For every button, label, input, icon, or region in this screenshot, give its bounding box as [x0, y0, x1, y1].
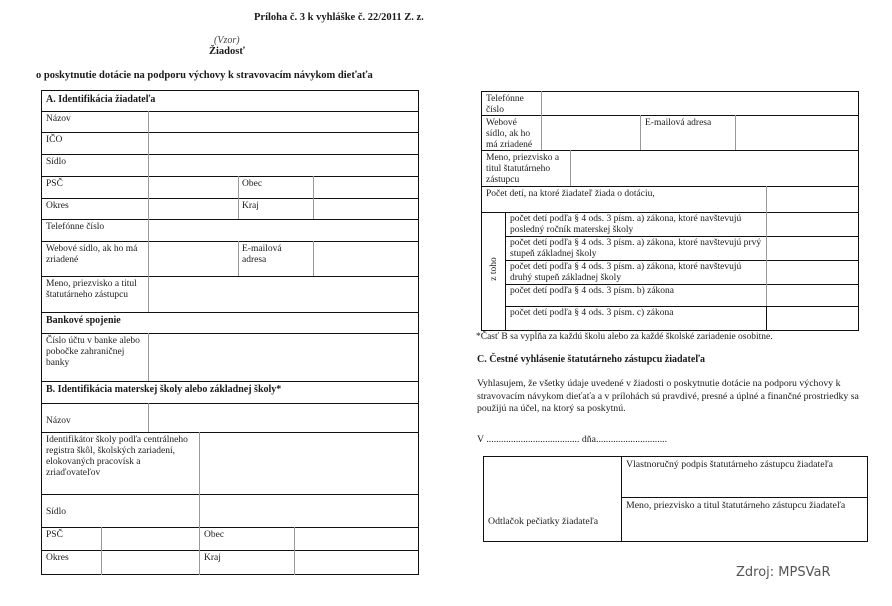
applicant-district-label: Okres	[46, 201, 69, 211]
school-name-field[interactable]	[150, 405, 417, 430]
bank-account-field[interactable]	[150, 335, 417, 379]
school-email-label: E-mailová adresa	[645, 118, 712, 128]
school-seat-label: Sídlo	[46, 507, 67, 517]
applicant-name-field[interactable]	[150, 113, 417, 131]
applicant-district-field[interactable]	[150, 200, 236, 218]
applicant-phone-label: Telefónne číslo	[46, 222, 105, 232]
children-row-primary-second-label: počet detí podľa § 4 ods. 3 písm. a) zákona, ktoré navštevujú druhý stupeň základnej školy	[510, 262, 742, 283]
section-b-footnote: *Časť B sa vypĺňa za každú školu alebo za každé školské zariadenie osobitne.	[476, 332, 773, 342]
section-a-title: A. Identifikácia žiadateľa	[46, 94, 156, 105]
school-email-field[interactable]	[737, 117, 857, 148]
children-row-c-field[interactable]	[768, 308, 857, 329]
children-row-c-label: počet detí podľa § 4 ods. 3 písm. c) zákona	[510, 308, 674, 318]
signature-label: Vlastnoručný podpis štatutárneho zástupcu žiadateľa	[626, 459, 833, 470]
rep-name-field[interactable]	[623, 513, 866, 540]
school-municipality-label: Obec	[204, 530, 225, 540]
applicant-representative-field[interactable]	[150, 278, 417, 310]
applicant-seat-label: Sídlo	[46, 157, 67, 167]
school-region-field[interactable]	[296, 552, 417, 573]
school-identifier-label: Identifikátor školy podľa centrálneho registra škôl, školských zariadení, elokovaných pracovísk a zriaďovateľov	[46, 435, 188, 478]
children-row-kindergarten-label: počet detí podľa § 4 ods. 3 písm. a) zákona, ktoré navštevujú posledný ročník materskej školy	[510, 214, 742, 235]
signature-field[interactable]	[623, 472, 866, 495]
applicant-representative-label: Meno, priezvisko a titul štatutárneho zástupcu	[46, 279, 137, 300]
school-representative-label: Meno, priezvisko a titul štatutárneho zástupcu	[486, 153, 560, 185]
of-which-label: z toho	[489, 257, 499, 281]
school-phone-label: Telefónne číslo	[486, 94, 524, 115]
school-representative-field[interactable]	[572, 152, 857, 184]
bank-section-title: Bankové spojenie	[46, 315, 121, 326]
children-row-primary-first-label: počet detí podľa § 4 ods. 3 písm. a) zákona, ktoré navštevujú prvý stupeň základnej školy	[510, 238, 762, 259]
children-count-label: Počet detí, na ktoré žiadateľ žiada o dotáciu,	[486, 189, 655, 199]
applicant-email-label: E-mailová adresa	[242, 244, 282, 265]
school-seat-field[interactable]	[201, 496, 417, 525]
stamp-label: Odtlačok pečiatky žiadateľa	[488, 516, 599, 527]
applicant-seat-field[interactable]	[150, 156, 417, 174]
school-district-field[interactable]	[103, 552, 197, 573]
applicant-region-field[interactable]	[315, 200, 417, 218]
rep-name-label: Meno, priezvisko a titul štatutárneho zástupcu žiadateľa	[626, 500, 846, 511]
children-row-b-field[interactable]	[768, 286, 857, 304]
source-caption: Zdroj: MPSVaR	[736, 565, 831, 580]
applicant-region-label: Kraj	[242, 201, 259, 211]
applicant-psc-field[interactable]	[150, 178, 236, 196]
form-subtitle: o poskytnutie dotácie na podporu výchovy k stravovacím návykom dieťaťa	[36, 70, 373, 81]
school-region-label: Kraj	[204, 553, 221, 563]
declaration-text: Vyhlasujem, že všetky údaje uvedené v žiadosti o poskytnutie dotácie na podporu výchovy k stravovacím návykom dieťaťa a v prílohách sú pravdivé, presné a úplné a finančné prostriedky sa použijú na účel, na ktorý sa poskytnú.	[477, 378, 859, 414]
annex-heading: Príloha č. 3 k vyhláške č. 22/2011 Z. z.	[254, 12, 424, 23]
applicant-phone-field[interactable]	[150, 221, 417, 239]
school-district-label: Okres	[46, 553, 69, 563]
applicant-ico-field[interactable]	[150, 134, 417, 152]
applicant-website-label: Webové sídlo, ak ho má zriadené	[46, 244, 138, 265]
children-row-b-label: počet detí podľa § 4 ods. 3 písm. b) zákona	[510, 286, 675, 296]
section-c-title: C. Čestné vyhlásenie štatutárneho zástupcu žiadateľa	[477, 354, 706, 365]
school-municipality-field[interactable]	[296, 529, 417, 548]
form-title: Žiadosť	[209, 46, 245, 57]
applicant-email-field[interactable]	[315, 243, 417, 274]
school-website-field[interactable]	[543, 117, 638, 148]
school-website-label: Webové sídlo, ak ho má zriadené	[486, 118, 533, 150]
place-date-line[interactable]: V ...................................... dňa.............................	[477, 434, 668, 445]
section-b-title: B. Identifikácia materskej školy alebo základnej školy*	[46, 384, 282, 395]
sample-label: (Vzor)	[214, 35, 240, 46]
school-phone-field[interactable]	[543, 93, 857, 113]
applicant-website-field[interactable]	[150, 243, 236, 274]
bank-account-label: Číslo účtu v banke alebo pobočke zahraničnej banky	[46, 336, 140, 368]
applicant-municipality-label: Obec	[242, 179, 263, 189]
children-row-primary-first-field[interactable]	[768, 238, 857, 258]
stamp-area[interactable]	[485, 458, 619, 510]
school-identifier-field[interactable]	[201, 434, 417, 492]
children-row-kindergarten-field[interactable]	[768, 214, 857, 234]
school-name-label: Názov	[46, 416, 71, 426]
applicant-ico-label: IČO	[46, 135, 63, 145]
children-count-field[interactable]	[768, 188, 857, 210]
applicant-municipality-field[interactable]	[315, 178, 417, 196]
school-psc-field[interactable]	[103, 529, 197, 548]
applicant-psc-label: PSČ	[46, 179, 63, 189]
applicant-name-label: Názov	[46, 114, 71, 124]
school-psc-label: PSČ	[46, 530, 63, 540]
children-row-primary-second-field[interactable]	[768, 262, 857, 282]
